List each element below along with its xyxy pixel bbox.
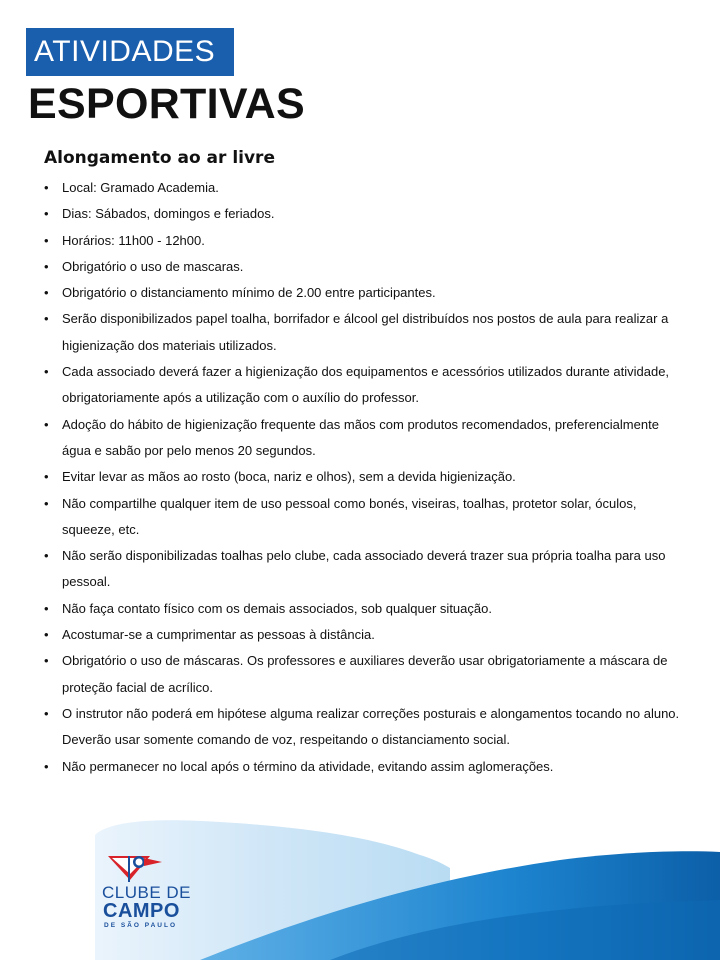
header-badge — [26, 28, 234, 76]
list-item-text: Adoção do hábito de higienização frequente das mãos com produtos recomendados, preferencialmente água e sabão por pelo menos 20 segundos. — [62, 416, 659, 458]
list-item-text: Evitar levar as mãos ao rosto (boca, nariz e olhos), sem a devida higienização. — [62, 469, 516, 485]
list-item — [44, 228, 684, 254]
list-item-text: Obrigatório o distanciamento mínimo de 2.00 entre participantes. — [62, 285, 436, 301]
bullet-icon: • — [44, 258, 49, 274]
bullet-icon: • — [44, 495, 49, 511]
list-item — [44, 254, 684, 280]
rules-list — [44, 175, 684, 780]
list-item — [44, 464, 684, 490]
list-item-text: Obrigatório o uso de mascaras. — [62, 258, 244, 274]
bullet-icon: • — [44, 206, 49, 222]
list-item — [44, 412, 684, 465]
logo-line-2: CAMPO — [103, 900, 180, 922]
list-item — [44, 622, 684, 648]
bullet-icon: • — [44, 469, 49, 485]
list-item — [44, 754, 684, 780]
list-item-text: Não serão disponibilizadas toalhas pelo clube, cada associado deverá trazer sua própria toalha para uso pessoal. — [62, 548, 666, 590]
list-item — [44, 201, 684, 227]
list-item-text: Local: Gramado Academia. — [62, 180, 219, 195]
bullet-icon: • — [44, 416, 49, 432]
bullet-icon: • — [44, 364, 49, 380]
list-item — [44, 280, 684, 306]
bullet-icon: • — [44, 653, 49, 669]
list-item-text: Obrigatório o uso de máscaras. Os professores e auxiliares deverão usar obrigatoriamente a máscara de proteção facial de acrílico. — [62, 653, 668, 695]
logo-line-3: DE SÃO PAULO — [104, 922, 177, 929]
list-item — [44, 543, 684, 596]
page-title: ESPORTIVAS — [28, 80, 305, 128]
bullet-icon: • — [44, 232, 49, 248]
bullet-icon: • — [44, 600, 49, 616]
section-title: Alongamento ao ar livre — [44, 148, 275, 168]
list-item — [44, 701, 684, 754]
list-item — [44, 175, 684, 201]
logo-line-1: CLUBE DE — [102, 883, 192, 902]
list-item — [44, 359, 684, 412]
list-item-text: Acostumar-se a cumprimentar as pessoas à distância. — [62, 627, 375, 643]
list-item-text: Serão disponibilizados papel toalha, borrifador e álcool gel distribuídos nos postos de aula para realizar a higienização dos materiais utilizados. — [62, 311, 669, 353]
list-item — [44, 648, 684, 701]
list-item-text: Horários: 11h00 - 12h00. — [62, 232, 205, 248]
list-item — [44, 596, 684, 622]
bullet-icon: • — [44, 285, 49, 301]
list-item-text: Não permanecer no local após o término da atividade, evitando assim aglomerações. — [62, 758, 554, 774]
list-item-text: Não faça contato físico com os demais associados, sob qualquer situação. — [62, 600, 492, 616]
bullet-icon: • — [44, 758, 49, 774]
bullet-icon: • — [44, 311, 49, 327]
flag-icon — [108, 856, 162, 882]
list-item-text: Dias: Sábados, domingos e feriados. — [62, 206, 275, 222]
bullet-icon: • — [44, 705, 49, 721]
list-item-text: O instrutor não poderá em hipótese alguma realizar correções posturais e alongamentos tocando no aluno. Deverão usar somente comando de voz, respeitando o distanciamento social. — [62, 705, 680, 748]
bullet-icon: • — [44, 548, 49, 564]
list-item-text: Não compartilhe qualquer item de uso pessoal como bonés, viseiras, toalhas, protetor solar, óculos, squeeze, etc. — [62, 495, 637, 537]
list-item-text: Cada associado deverá fazer a higienização dos equipamentos e acessórios utilizados durante atividade, obrigatoriamente após a utilização com o auxílio do professor. — [62, 364, 670, 406]
list-item — [44, 491, 684, 544]
bullet-icon: • — [44, 627, 49, 643]
list-item — [44, 306, 684, 359]
header-badge-text: ATIVIDADES — [34, 35, 216, 68]
bullet-icon: • — [44, 180, 49, 195]
